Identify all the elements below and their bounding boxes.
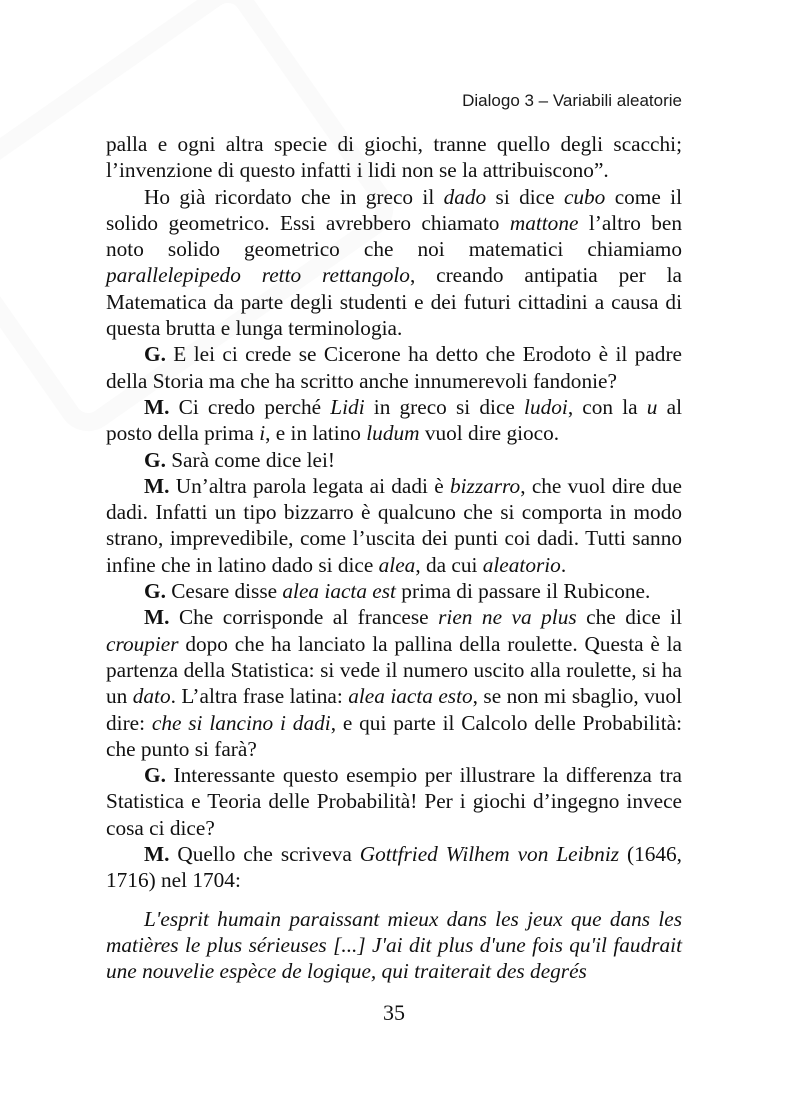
speaker-label: M. (144, 394, 170, 419)
speaker-label: G. (144, 447, 166, 472)
paragraph-6: M. Un’altra parola legata ai dadi è bizzarro, che vuol dire due dadi. Infatti un tipo bizzarro è qualcuno che si comporta in modo strano, imprevedibile, come l’uscita dei punti coi dadi. Tutti sanno infine che in latino dado si dice alea, da cui aleatorio. (106, 473, 682, 577)
body-text (106, 131, 682, 985)
speaker-label: M. (144, 473, 170, 498)
page-number: 35 (383, 1000, 405, 1025)
speaker-label: G. (144, 579, 166, 604)
paragraph-5: G. Sarà come dice lei! (144, 447, 335, 472)
paragraph-7: G. Cesare disse alea iacta est prima di passare il Rubicone. (144, 579, 651, 604)
speaker-label: M. (144, 842, 170, 867)
paragraph-1: palla e ogni altra specie di giochi, tranne quello degli scacchi; l’invenzione di questo infatti i lidi non se la attribuiscono”. (106, 132, 682, 183)
paragraph-3: G. E lei ci crede se Cicerone ha detto che Erodoto è il padre della Storia ma che ha scritto anche innumerevoli fandonie? (106, 342, 682, 393)
paragraph-9: G. Interessante questo esempio per illustrare la differenza tra Statistica e Teoria delle Probabilità! Per i giochi d’ingegno invece cosa ci dice? (106, 763, 682, 840)
paragraph-4: M. Ci credo perché Lidi in greco si dice ludoi, con la u al posto della prima i, e in latino ludum vuol dire gioco. (106, 394, 682, 446)
running-header: Dialogo 3 – Variabili aleatorie (462, 91, 682, 110)
paragraph-2: Ho già ricordato che in greco il dado si dice cubo come il solido geometrico. Essi avrebbero chiamato mattone l’altro ben noto solido geometrico che noi matematici chiamiamo parallelepipedo retto rettangolo, creando antipatia per la Matematica da parte degli studenti e dei futuri cittadini a causa di questa brutta e lunga terminologia. (106, 184, 682, 341)
paragraph-10: M. Quello che scriveva Gottfried Wilhem von Leibniz (1646, 1716) nel 1704: (106, 842, 682, 893)
speaker-label: G. (144, 763, 166, 788)
speaker-label: G. (144, 342, 166, 367)
leibniz-quote: L'esprit humain paraissant mieux dans les jeux que dans les matières le plus sérieuses [...] J'ai dit plus d'une fois qu'il faudrait une nouvelie espèce de logique, qui traiterait des degrés (106, 906, 682, 984)
speaker-label: M. (144, 605, 170, 630)
paragraph-8: M. Che corrisponde al francese rien ne va plus che dice il croupier dopo che ha lanciato la pallina della roulette. Questa è la partenza della Statistica: si vede il numero uscito alla roulette, si ha un dato. L’altra frase latina: alea iacta esto, se non mi sbaglio, vuol dire: che si lancino i dadi, e qui parte il Calcolo delle Probabilità: che punto si farà? (106, 605, 683, 761)
